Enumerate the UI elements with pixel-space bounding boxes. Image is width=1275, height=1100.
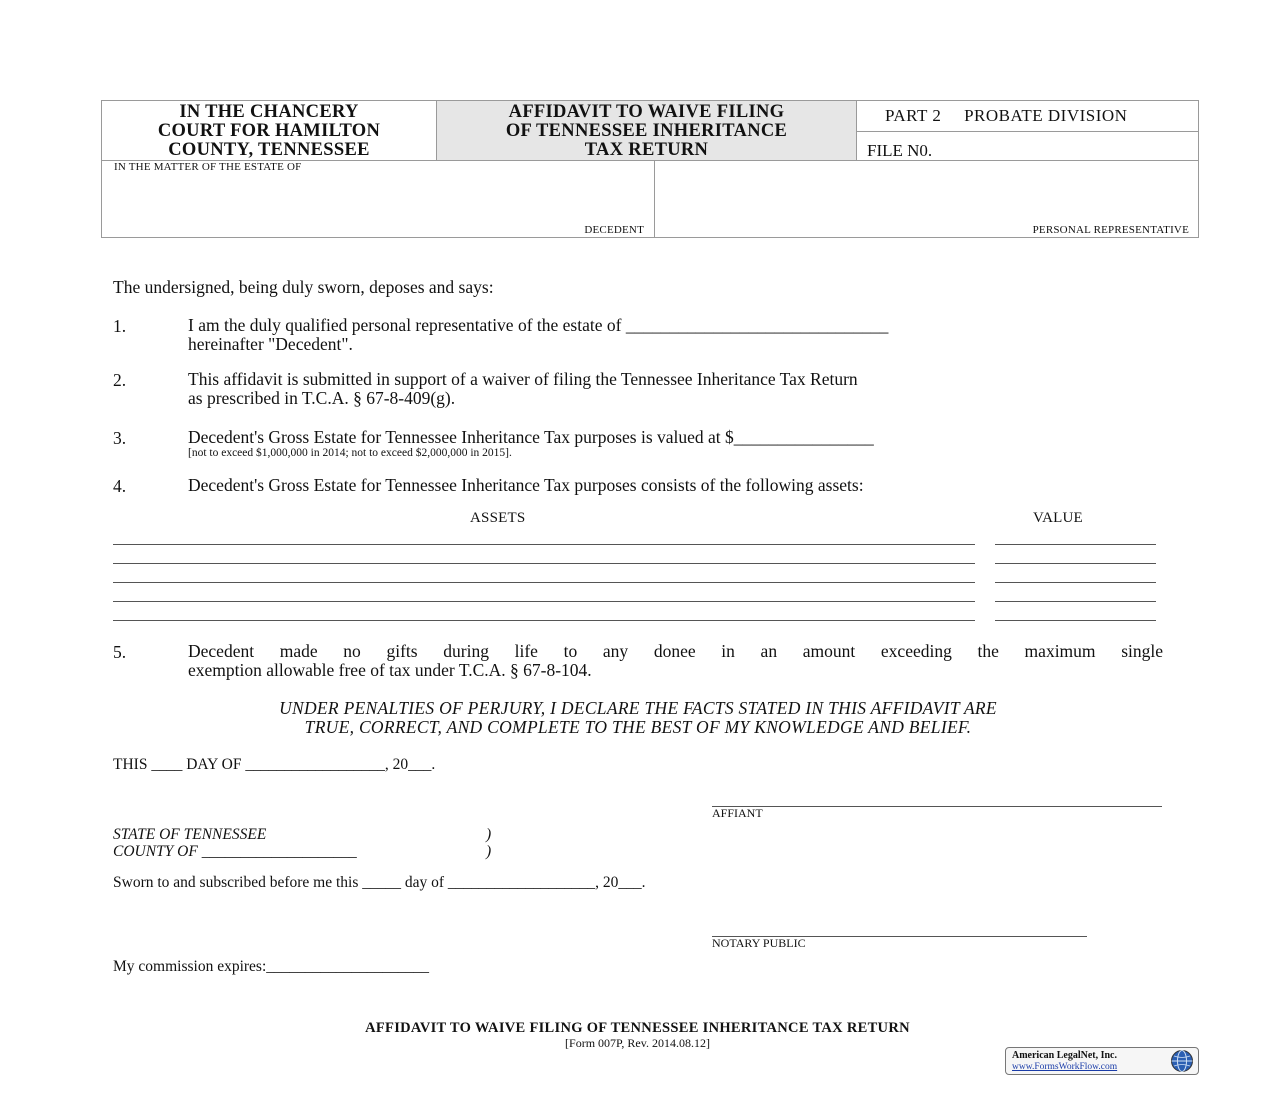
value-line[interactable]: [995, 601, 1156, 602]
sworn-line[interactable]: Sworn to and subscribed before me this _____ day of ___________________, 20___.: [113, 874, 646, 891]
value-line[interactable]: [995, 620, 1156, 621]
value-line[interactable]: [995, 544, 1156, 545]
item-number: 1.: [113, 316, 127, 336]
footer-form-number: [Form 007P, Rev. 2014.08.12]: [565, 1036, 710, 1050]
form-title: AFFIDAVIT TO WAIVE FILING OF TENNESSEE INHERITANCE TAX RETURN: [437, 101, 857, 161]
personal-representative-field[interactable]: [655, 161, 1199, 238]
affiant-label: AFFIANT: [712, 806, 763, 820]
item-number: 4.: [113, 476, 127, 496]
value-limit-note: [not to exceed $1,000,000 in 2014; not to exceed $2,000,000 in 2015].: [188, 447, 512, 459]
affiant-signature-line[interactable]: [712, 806, 1162, 807]
item-1-text: I am the duly qualified personal representative of the estate of ______________________________ hereinafter "Decedent".: [188, 315, 889, 354]
state-line: STATE OF TENNESSEE: [113, 826, 267, 843]
item-4-text: Decedent's Gross Estate for Tennessee Inheritance Tax purposes consists of the following assets:: [188, 475, 864, 495]
perjury-declaration: UNDER PENALTIES OF PERJURY, I DECLARE THE FACTS STATED IN THIS AFFIDAVIT ARE TRUE, CORRECT, AND COMPLETE TO THE BEST OF MY KNOWLEDGE AND BELIEF.: [279, 698, 997, 737]
asset-line[interactable]: [113, 620, 975, 621]
court-name: IN THE CHANCERY COURT FOR HAMILTON COUNTY, TENNESSEE: [102, 101, 437, 161]
value-column-header: VALUE: [1033, 510, 1083, 526]
american-legalnet-logo[interactable]: [1005, 1047, 1199, 1075]
caption-table: [101, 100, 1199, 238]
value-line[interactable]: [995, 582, 1156, 583]
item-2-text: This affidavit is submitted in support of a waiver of filing the Tennessee Inheritance Tax Return as prescribed in T.C.A. § 67-8-409(g).: [188, 369, 858, 408]
file-number-field[interactable]: [857, 132, 1199, 161]
logo-name: American LegalNet, Inc.: [1012, 1050, 1117, 1061]
part-label: PART 2: [885, 106, 942, 125]
notary-label: NOTARY PUBLIC: [712, 936, 806, 950]
asset-line[interactable]: [113, 601, 975, 602]
footer-title: AFFIDAVIT TO WAIVE FILING OF TENNESSEE INHERITANCE TAX RETURN: [365, 1020, 910, 1036]
date-line[interactable]: THIS ____ DAY OF __________________, 20___.: [113, 756, 436, 773]
item-3-text: Decedent's Gross Estate for Tennessee Inheritance Tax purposes is valued at $________________ [not to exceed $1,000,000 in 2014; not to exceed $2,000,000 in 2015].: [188, 428, 1163, 459]
county-paren: ): [486, 843, 492, 860]
asset-line[interactable]: [113, 544, 975, 545]
intro-text: The undersigned, being duly sworn, deposes and says:: [113, 277, 494, 297]
decedent-label: DECEDENT: [584, 224, 644, 236]
value-line[interactable]: [995, 563, 1156, 564]
matter-label: IN THE MATTER OF THE ESTATE OF: [114, 161, 302, 173]
file-no-label: FILE N0.: [867, 141, 933, 160]
logo-url[interactable]: www.FormsWorkFlow.com: [1012, 1062, 1118, 1072]
rep-label: PERSONAL REPRESENTATIVE: [1032, 224, 1189, 236]
item-number: 5.: [113, 642, 127, 662]
division-label: PROBATE DIVISION: [964, 106, 1128, 125]
assets-column-header: ASSETS: [470, 510, 526, 526]
part-division: [857, 101, 1199, 132]
state-paren: ): [486, 826, 492, 843]
asset-line[interactable]: [113, 582, 975, 583]
decedent-field[interactable]: [102, 161, 655, 238]
globe-icon: [1170, 1049, 1194, 1073]
item-number: 2.: [113, 370, 127, 390]
item-5-text: Decedent made no gifts during life to any donee in an amount exceeding the maximum single exemption allowable free of tax under T.C.A. § 67-8-104.: [188, 641, 1163, 680]
commission-line[interactable]: My commission expires:_____________________: [113, 958, 430, 975]
county-line[interactable]: COUNTY OF ____________________: [113, 843, 357, 860]
item-number: 3.: [113, 428, 127, 448]
asset-line[interactable]: [113, 563, 975, 564]
